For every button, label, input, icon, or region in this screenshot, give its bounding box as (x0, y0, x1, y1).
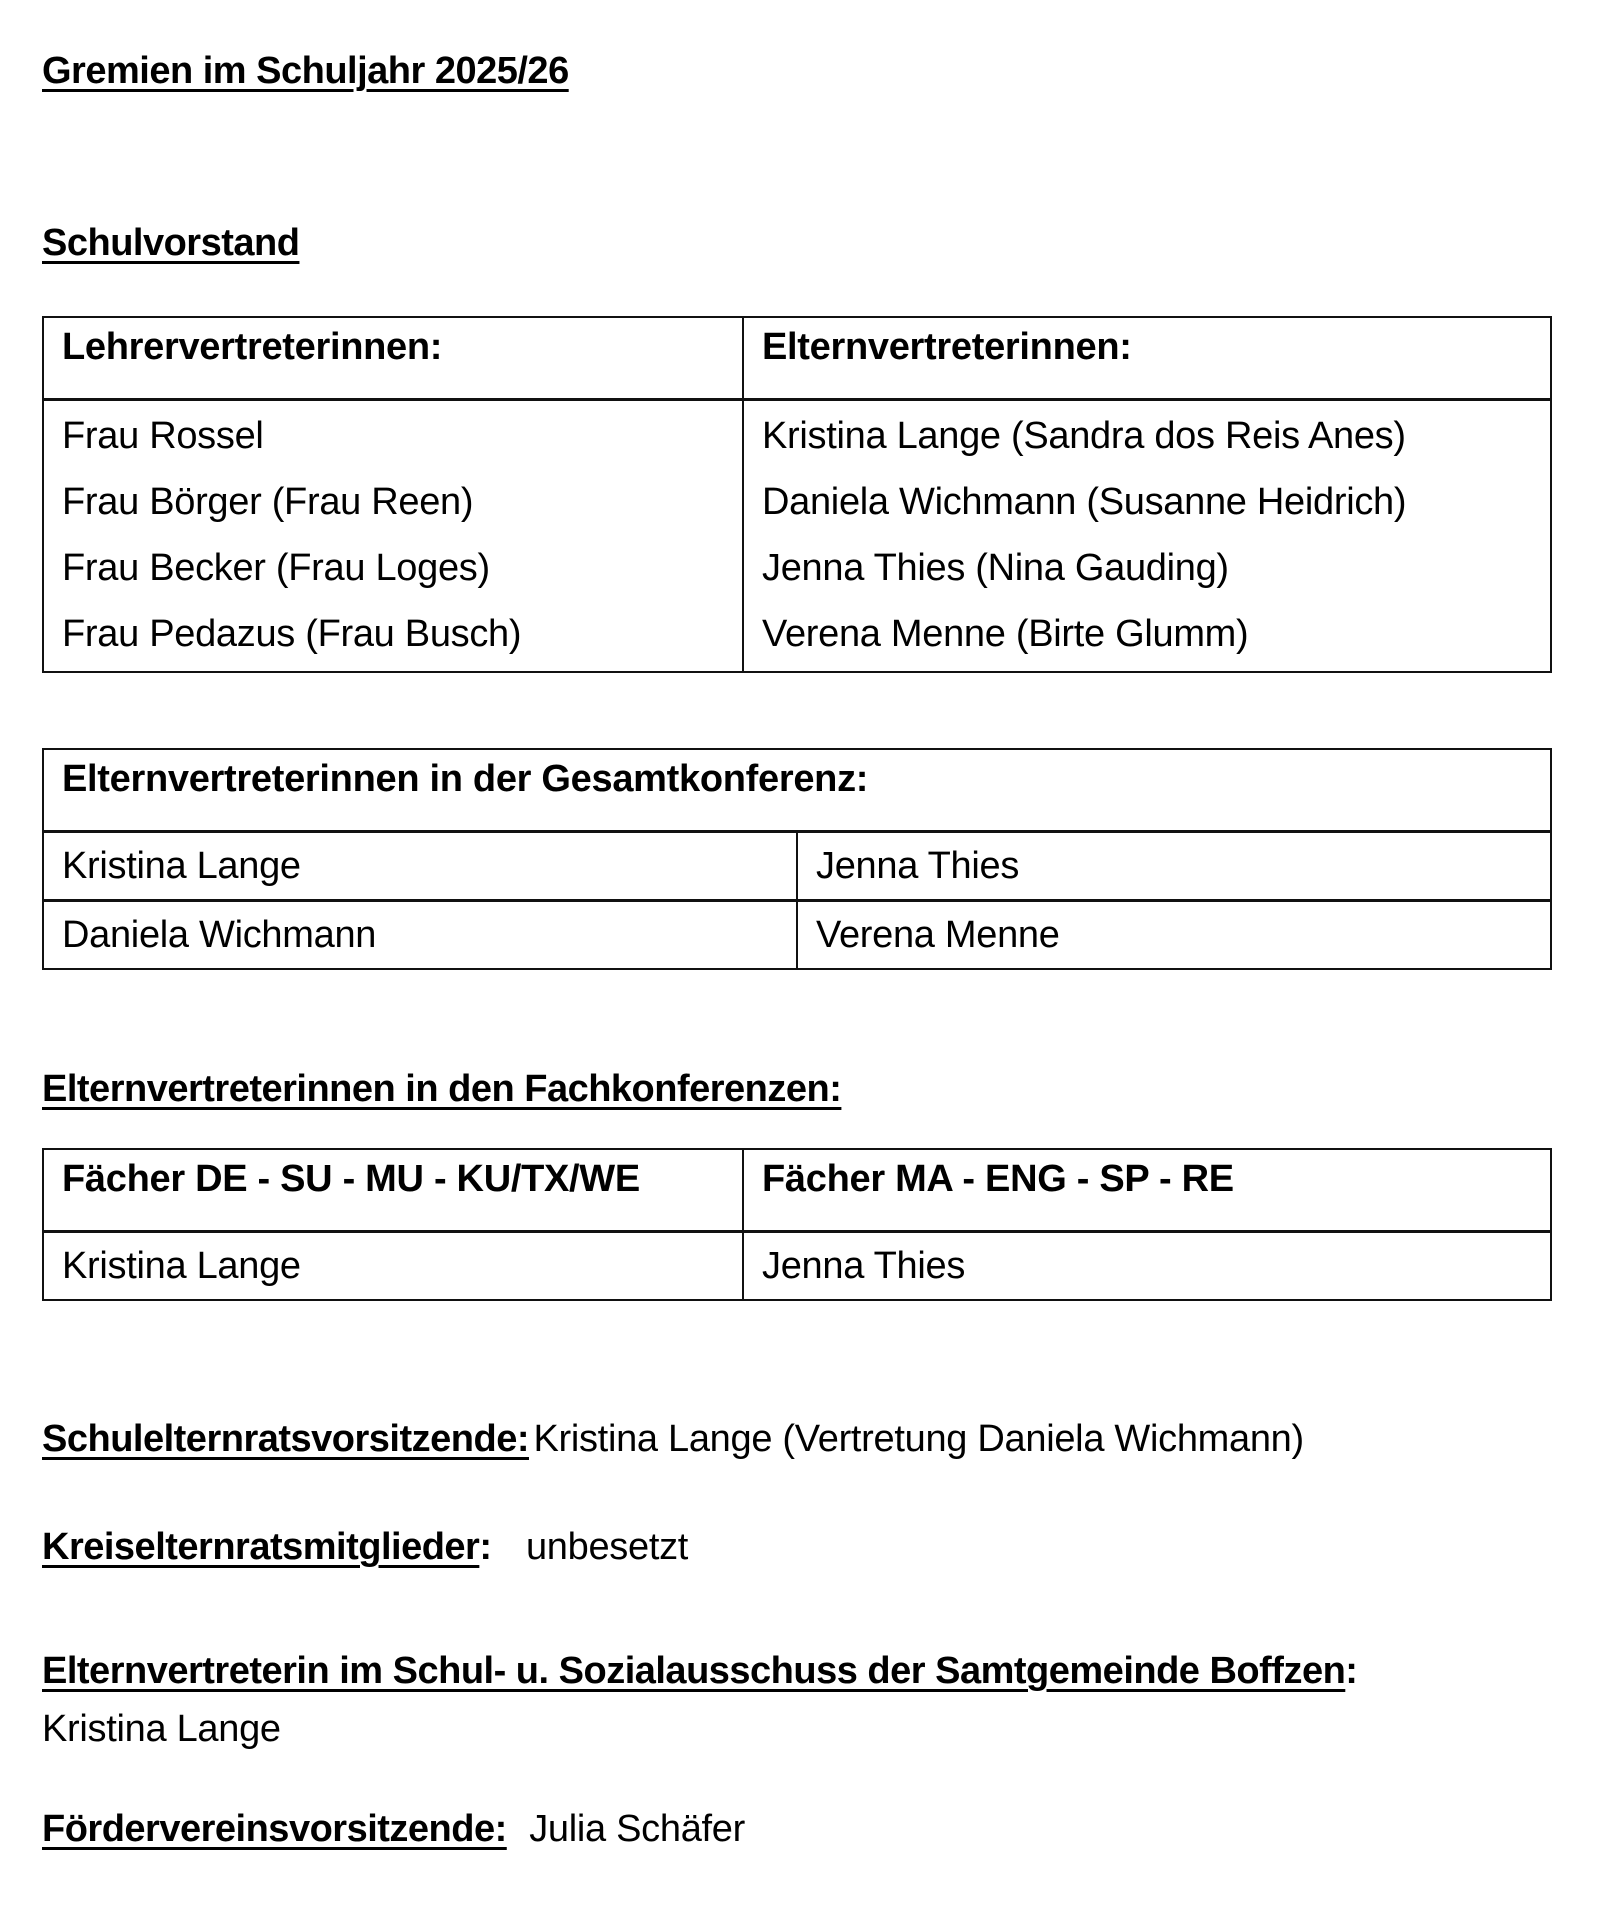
foerderverein-line (42, 1808, 745, 1851)
parent-item: Daniela Wichmann (Susanne Heidrich) (762, 480, 1407, 523)
parent-item: Kristina Lange (Sandra dos Reis Anes) (762, 414, 1406, 457)
kreiselternrat-colon: : (479, 1526, 492, 1568)
fach-col1-value: Kristina Lange (43, 1231, 743, 1300)
teacher-item: Frau Pedazus (Frau Busch) (62, 612, 522, 655)
kreiselternrat-line (42, 1526, 688, 1569)
schulelternrat-value: Kristina Lange (Vertretung Daniela Wichmann) (533, 1418, 1304, 1460)
teacher-item: Frau Rossel (62, 414, 264, 457)
teacher-item: Frau Börger (Frau Reen) (62, 480, 474, 523)
schulelternrat-label: Schulelternratsvorsitzende: (42, 1418, 529, 1460)
gesamtkonferenz-cell: Daniela Wichmann (43, 900, 797, 969)
teacher-item: Frau Becker (Frau Loges) (62, 546, 490, 589)
kreiselternrat-value: unbesetzt (525, 1526, 689, 1568)
fachkonferenzen-table (42, 1148, 1552, 1301)
foerderverein-value: Julia Schäfer (529, 1808, 745, 1850)
teachers-header: Lehrervertreterinnen: (43, 317, 743, 399)
schulelternrat-line (42, 1418, 1304, 1461)
fach-col2-header: Fächer MA - ENG - SP - RE (743, 1149, 1551, 1231)
page-title: Gremien im Schuljahr 2025/26 (42, 50, 569, 92)
gesamtkonferenz-cell: Kristina Lange (43, 831, 797, 900)
ausschuss-value: Kristina Lange (42, 1708, 281, 1750)
parent-item: Jenna Thies (Nina Gauding) (762, 546, 1229, 589)
teachers-list (43, 399, 743, 672)
ausschuss-colon: : (1345, 1650, 1358, 1692)
kreiselternrat-label: Kreiselternratsmitglieder (42, 1526, 480, 1568)
gesamtkonferenz-header: Elternvertreterinnen in der Gesamtkonferenz: (43, 749, 1551, 831)
fach-col2-value: Jenna Thies (743, 1231, 1551, 1300)
gesamtkonferenz-cell: Jenna Thies (797, 831, 1551, 900)
fach-col1-header: Fächer DE - SU - MU - KU/TX/WE (43, 1149, 743, 1231)
parents-header: Elternvertreterinnen: (743, 317, 1551, 399)
ausschuss-label: Elternvertreterin im Schul- u. Sozialausschuss der Samtgemeinde Boffzen (42, 1650, 1346, 1692)
foerderverein-label: Fördervereinsvorsitzende: (42, 1808, 507, 1850)
parents-list (743, 399, 1551, 672)
fachkonferenzen-heading: Elternvertreterinnen in den Fachkonferenzen: (42, 1068, 842, 1110)
schulvorstand-table (42, 316, 1552, 673)
ausschuss-line (42, 1650, 1357, 1693)
schulvorstand-heading: Schulvorstand (42, 222, 300, 264)
gesamtkonferenz-cell: Verena Menne (797, 900, 1551, 969)
parent-item: Verena Menne (Birte Glumm) (762, 612, 1249, 655)
gesamtkonferenz-table (42, 748, 1552, 970)
